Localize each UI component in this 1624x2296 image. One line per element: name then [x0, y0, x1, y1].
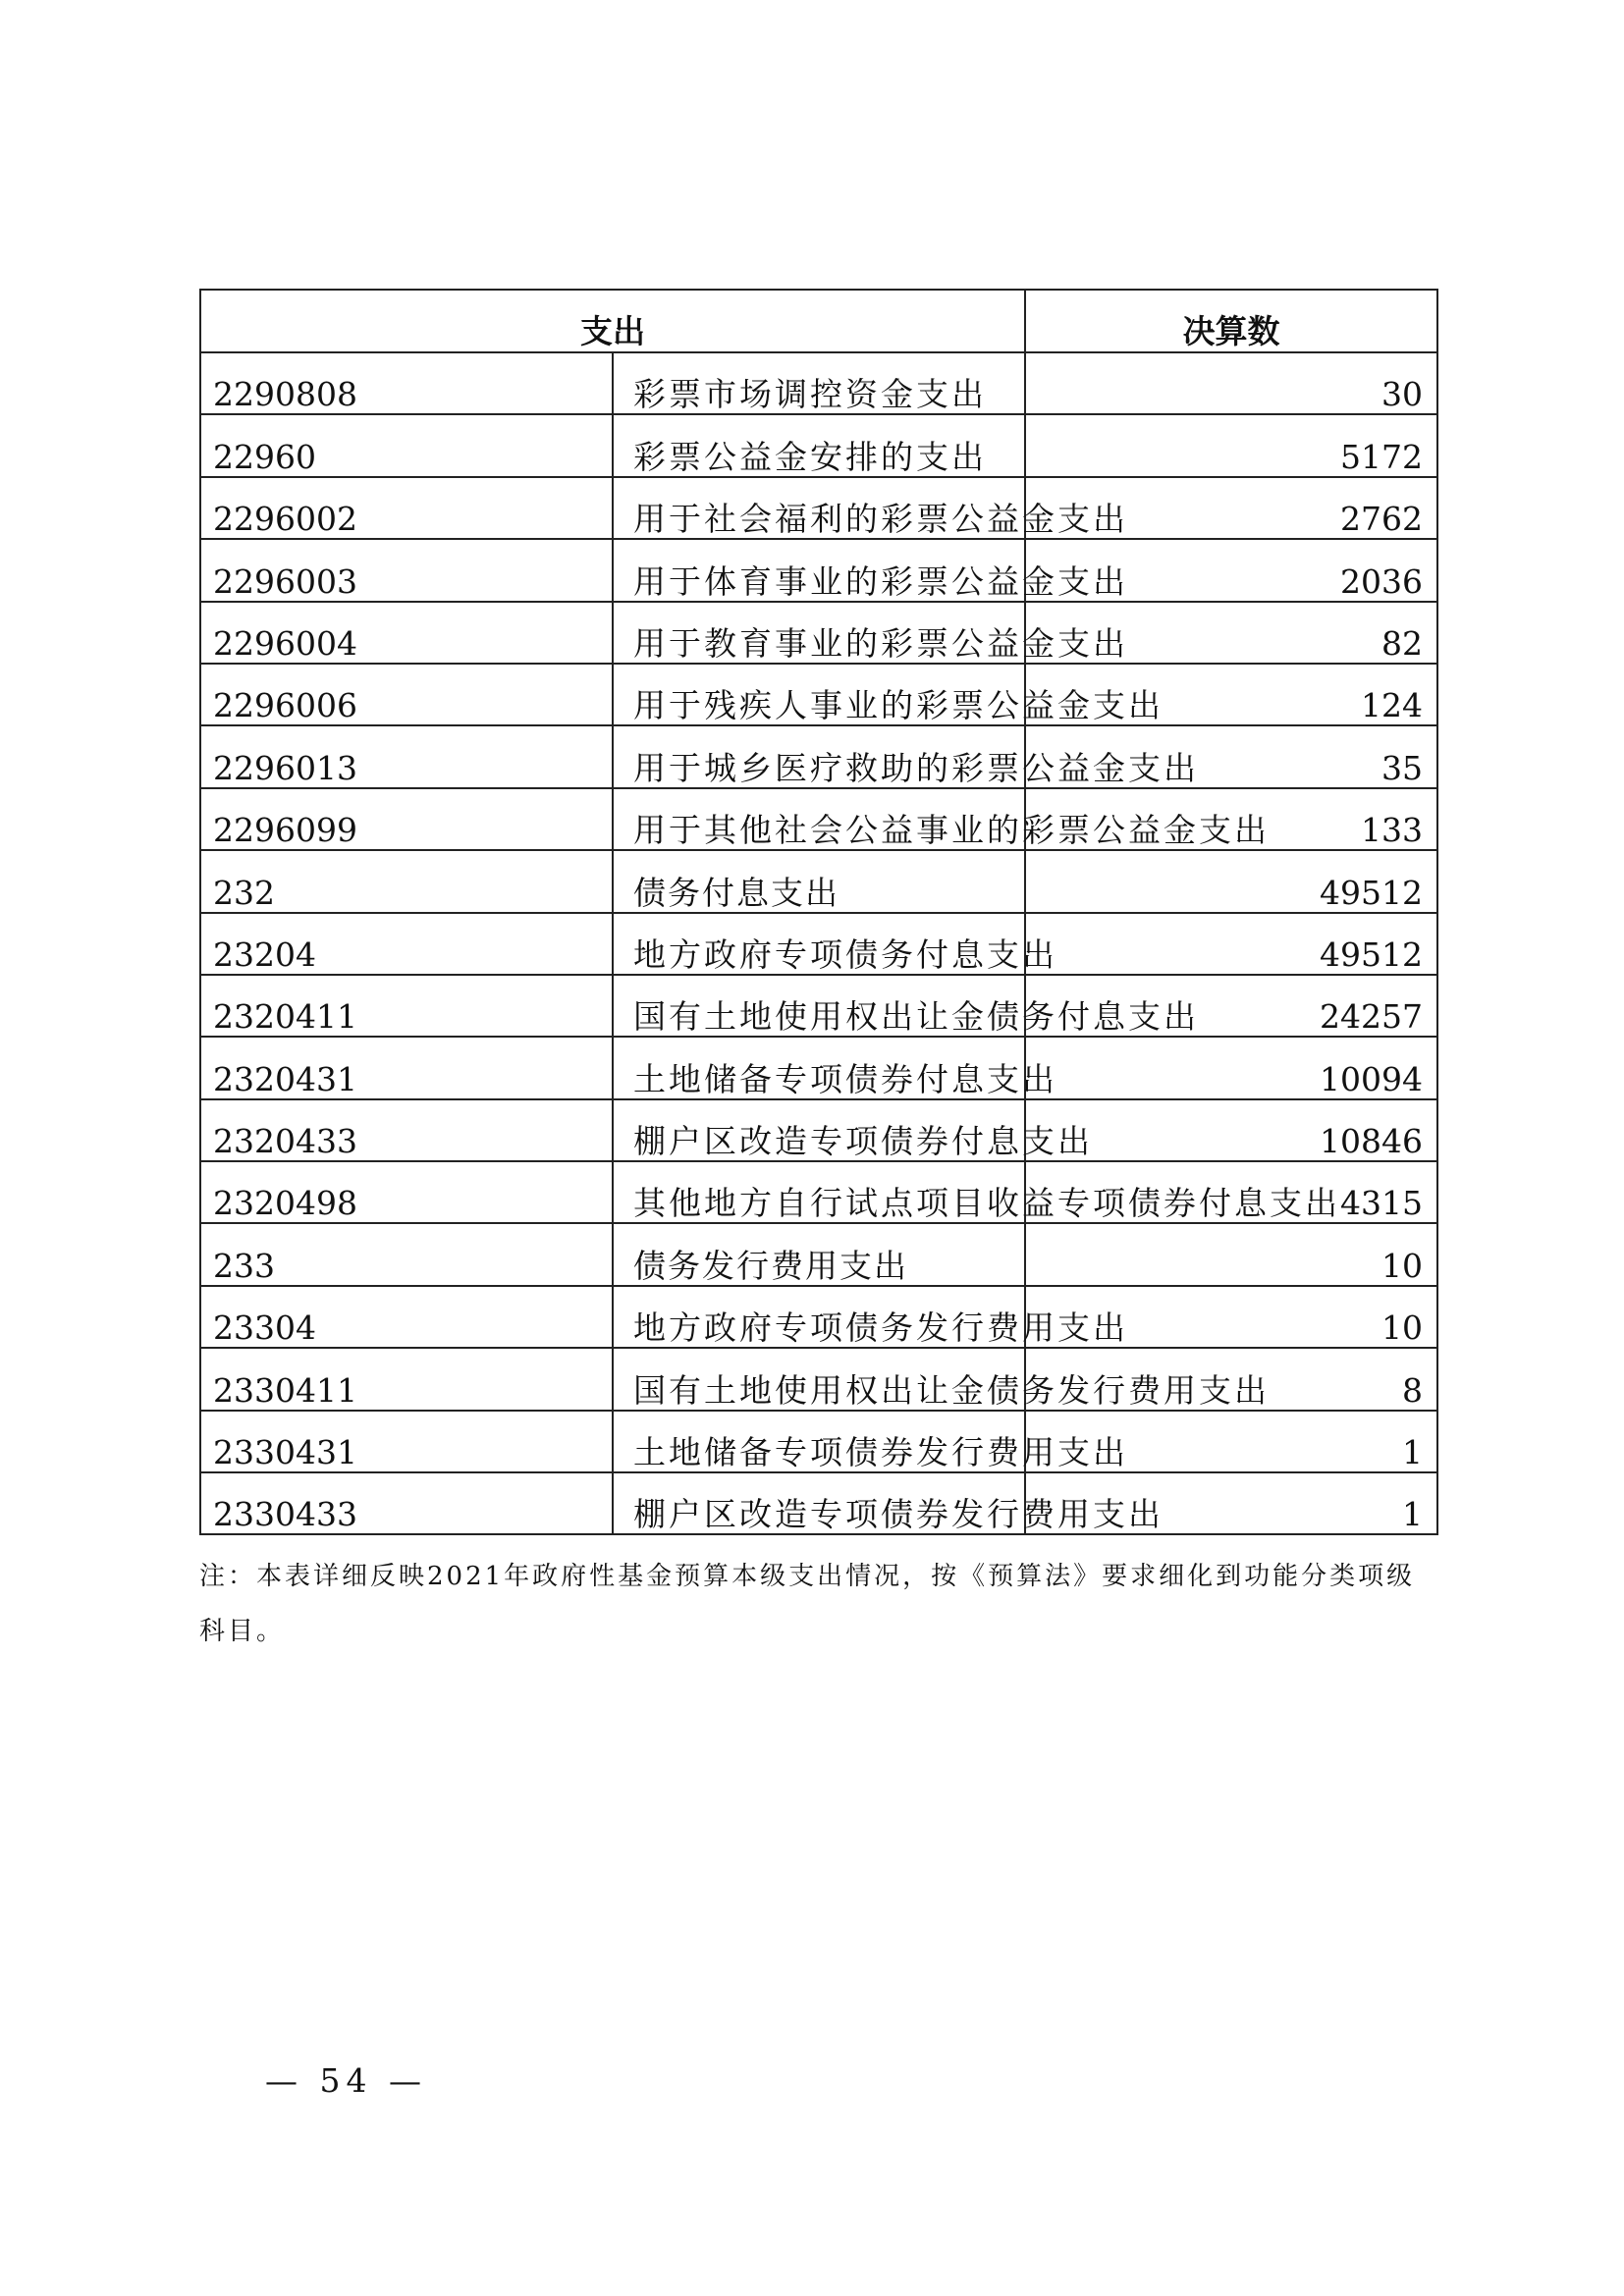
row-code: 2320431 — [200, 1037, 613, 1098]
row-amount: 35 — [1025, 725, 1437, 787]
row-code: 2296003 — [200, 539, 613, 601]
row-amount: 2762 — [1025, 477, 1437, 539]
table-row — [200, 913, 1437, 975]
table-row — [200, 1348, 1437, 1410]
table-footnote: 注：本表详细反映2021年政府性基金预算本级支出情况，按《预算法》要求细化到功能分类项级科目。 — [199, 1562, 1416, 1646]
row-amount: 8 — [1025, 1348, 1437, 1410]
row-amount: 30 — [1025, 352, 1437, 414]
table-row — [200, 477, 1437, 539]
row-name: 用于教育事业的彩票公益金支出 — [613, 602, 1025, 664]
table-row — [200, 1472, 1437, 1534]
row-code: 2330411 — [200, 1348, 613, 1410]
row-amount: 82 — [1025, 602, 1437, 664]
row-amount: 10094 — [1025, 1037, 1437, 1098]
row-name: 用于其他社会公益事业的彩票公益金支出 — [613, 788, 1025, 850]
table-row — [200, 664, 1437, 725]
table-row — [200, 1223, 1437, 1285]
row-name: 国有土地使用权出让金债务付息支出 — [613, 975, 1025, 1037]
row-name: 国有土地使用权出让金债务发行费用支出 — [613, 1348, 1025, 1410]
header-amount: 决算数 — [1025, 290, 1437, 352]
row-code: 2296002 — [200, 477, 613, 539]
row-name: 债务付息支出 — [613, 850, 1025, 912]
row-name: 用于城乡医疗救助的彩票公益金支出 — [613, 725, 1025, 787]
row-code: 2320433 — [200, 1099, 613, 1161]
row-code: 2330431 — [200, 1411, 613, 1472]
row-name: 用于残疾人事业的彩票公益金支出 — [613, 664, 1025, 725]
table-row — [200, 1099, 1437, 1161]
row-name: 债务发行费用支出 — [613, 1223, 1025, 1285]
row-code: 23204 — [200, 913, 613, 975]
row-code: 23304 — [200, 1286, 613, 1348]
row-amount: 49512 — [1025, 913, 1437, 975]
row-code: 2320498 — [200, 1161, 613, 1223]
row-amount: 10 — [1025, 1286, 1437, 1348]
row-code: 22960 — [200, 414, 613, 476]
row-code: 233 — [200, 1223, 613, 1285]
table-row — [200, 1037, 1437, 1098]
table-row — [200, 352, 1437, 414]
header-expenditure: 支出 — [200, 290, 1025, 352]
row-name: 用于社会福利的彩票公益金支出 — [613, 477, 1025, 539]
row-name: 地方政府专项债务发行费用支出 — [613, 1286, 1025, 1348]
table-row — [200, 725, 1437, 787]
row-amount: 133 — [1025, 788, 1437, 850]
row-amount: 124 — [1025, 664, 1437, 725]
table-row — [200, 850, 1437, 912]
row-amount: 1 — [1025, 1411, 1437, 1472]
budget-table — [199, 289, 1438, 1535]
row-amount: 1 — [1025, 1472, 1437, 1534]
table-row — [200, 1286, 1437, 1348]
row-name: 用于体育事业的彩票公益金支出 — [613, 539, 1025, 601]
row-code: 2296013 — [200, 725, 613, 787]
row-amount: 24257 — [1025, 975, 1437, 1037]
row-amount: 4315 — [1025, 1161, 1437, 1223]
row-name: 土地储备专项债券付息支出 — [613, 1037, 1025, 1098]
row-name: 其他地方自行试点项目收益专项债券付息支出 — [613, 1161, 1025, 1223]
row-amount: 10 — [1025, 1223, 1437, 1285]
row-name: 棚户区改造专项债券付息支出 — [613, 1099, 1025, 1161]
row-name: 彩票市场调控资金支出 — [613, 352, 1025, 414]
row-code: 2290808 — [200, 352, 613, 414]
table-body — [200, 352, 1437, 1534]
row-amount: 2036 — [1025, 539, 1437, 601]
row-code: 2320411 — [200, 975, 613, 1037]
table-row — [200, 539, 1437, 601]
row-name: 土地储备专项债券发行费用支出 — [613, 1411, 1025, 1472]
table-row — [200, 1161, 1437, 1223]
row-amount: 10846 — [1025, 1099, 1437, 1161]
row-code: 232 — [200, 850, 613, 912]
row-name: 地方政府专项债务付息支出 — [613, 913, 1025, 975]
row-name: 棚户区改造专项债券发行费用支出 — [613, 1472, 1025, 1534]
table-row — [200, 1411, 1437, 1472]
row-amount: 49512 — [1025, 850, 1437, 912]
page-number: — 54 — — [265, 2061, 427, 2100]
table-row — [200, 788, 1437, 850]
table-row — [200, 975, 1437, 1037]
row-code: 2296004 — [200, 602, 613, 664]
row-name: 彩票公益金安排的支出 — [613, 414, 1025, 476]
table-row — [200, 414, 1437, 476]
row-code: 2296006 — [200, 664, 613, 725]
table-header-row — [200, 290, 1437, 352]
table-row — [200, 602, 1437, 664]
row-code: 2330433 — [200, 1472, 613, 1534]
row-code: 2296099 — [200, 788, 613, 850]
row-amount: 5172 — [1025, 414, 1437, 476]
